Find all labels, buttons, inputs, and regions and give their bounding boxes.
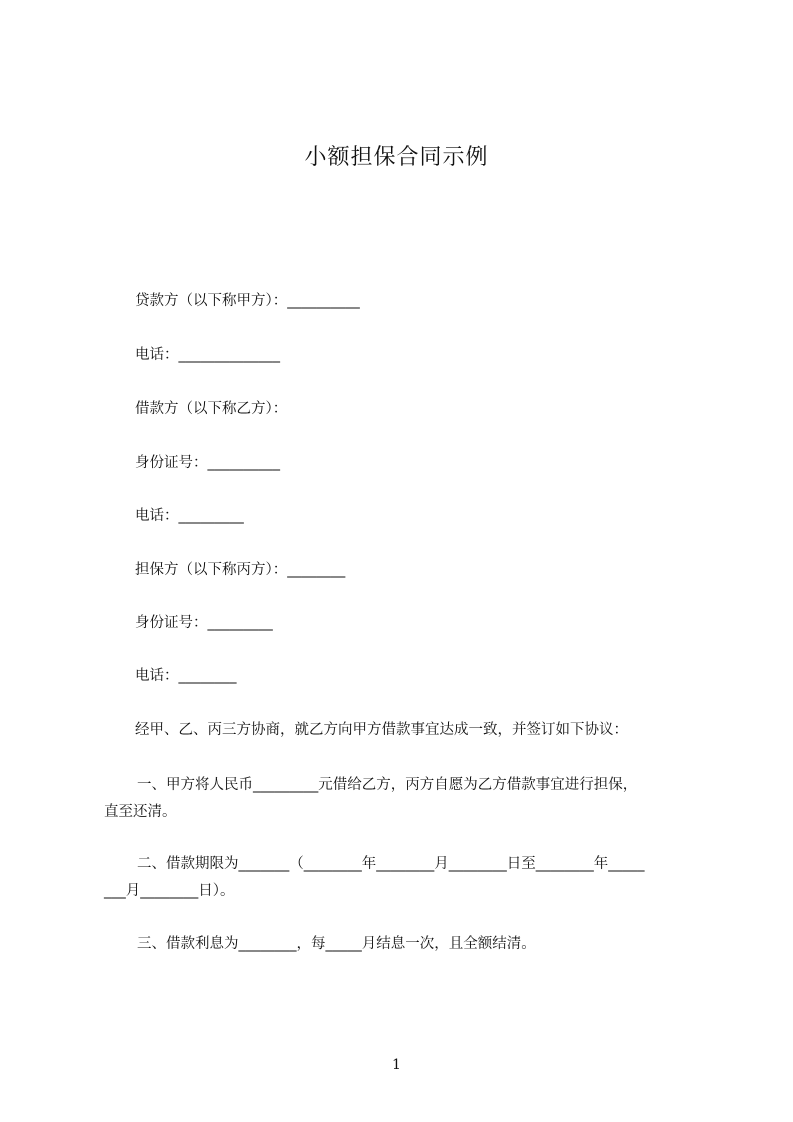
borrower-field: 借款方（以下称乙方）： — [135, 401, 288, 417]
borrower-phone-field: 电话：_________ — [135, 508, 244, 524]
page-number: 1 — [392, 1057, 401, 1073]
clause-2-line-1: 二、借款期限为_______（________年________月________日至________年_____ — [137, 856, 645, 872]
lender-phone-field: 电话：______________ — [135, 347, 280, 363]
guarantor-id-field: 身份证号：_________ — [135, 615, 273, 631]
guarantor-field: 担保方（以下称丙方）：________ — [135, 562, 346, 578]
clause-3: 三、借款利息为________，每_____月结息一次，且全额结清。 — [137, 936, 536, 952]
agreement-intro: 经甲、乙、丙三方协商，就乙方向甲方借款事宜达成一致，并签订如下协议： — [135, 722, 628, 738]
clause-1-line-2: 直至还清。 — [104, 804, 177, 820]
borrower-id-field: 身份证号：__________ — [135, 455, 280, 471]
clause-1-line-1: 一、甲方将人民币_________元借给乙方，丙方自愿为乙方借款事宜进行担保， — [137, 777, 638, 793]
document-title: 小额担保合同示例 — [304, 145, 489, 170]
clause-2-line-2: ___月________日）。 — [104, 883, 235, 899]
lender-field: 贷款方（以下称甲方）：__________ — [135, 293, 360, 309]
guarantor-phone-field: 电话：________ — [135, 668, 237, 684]
